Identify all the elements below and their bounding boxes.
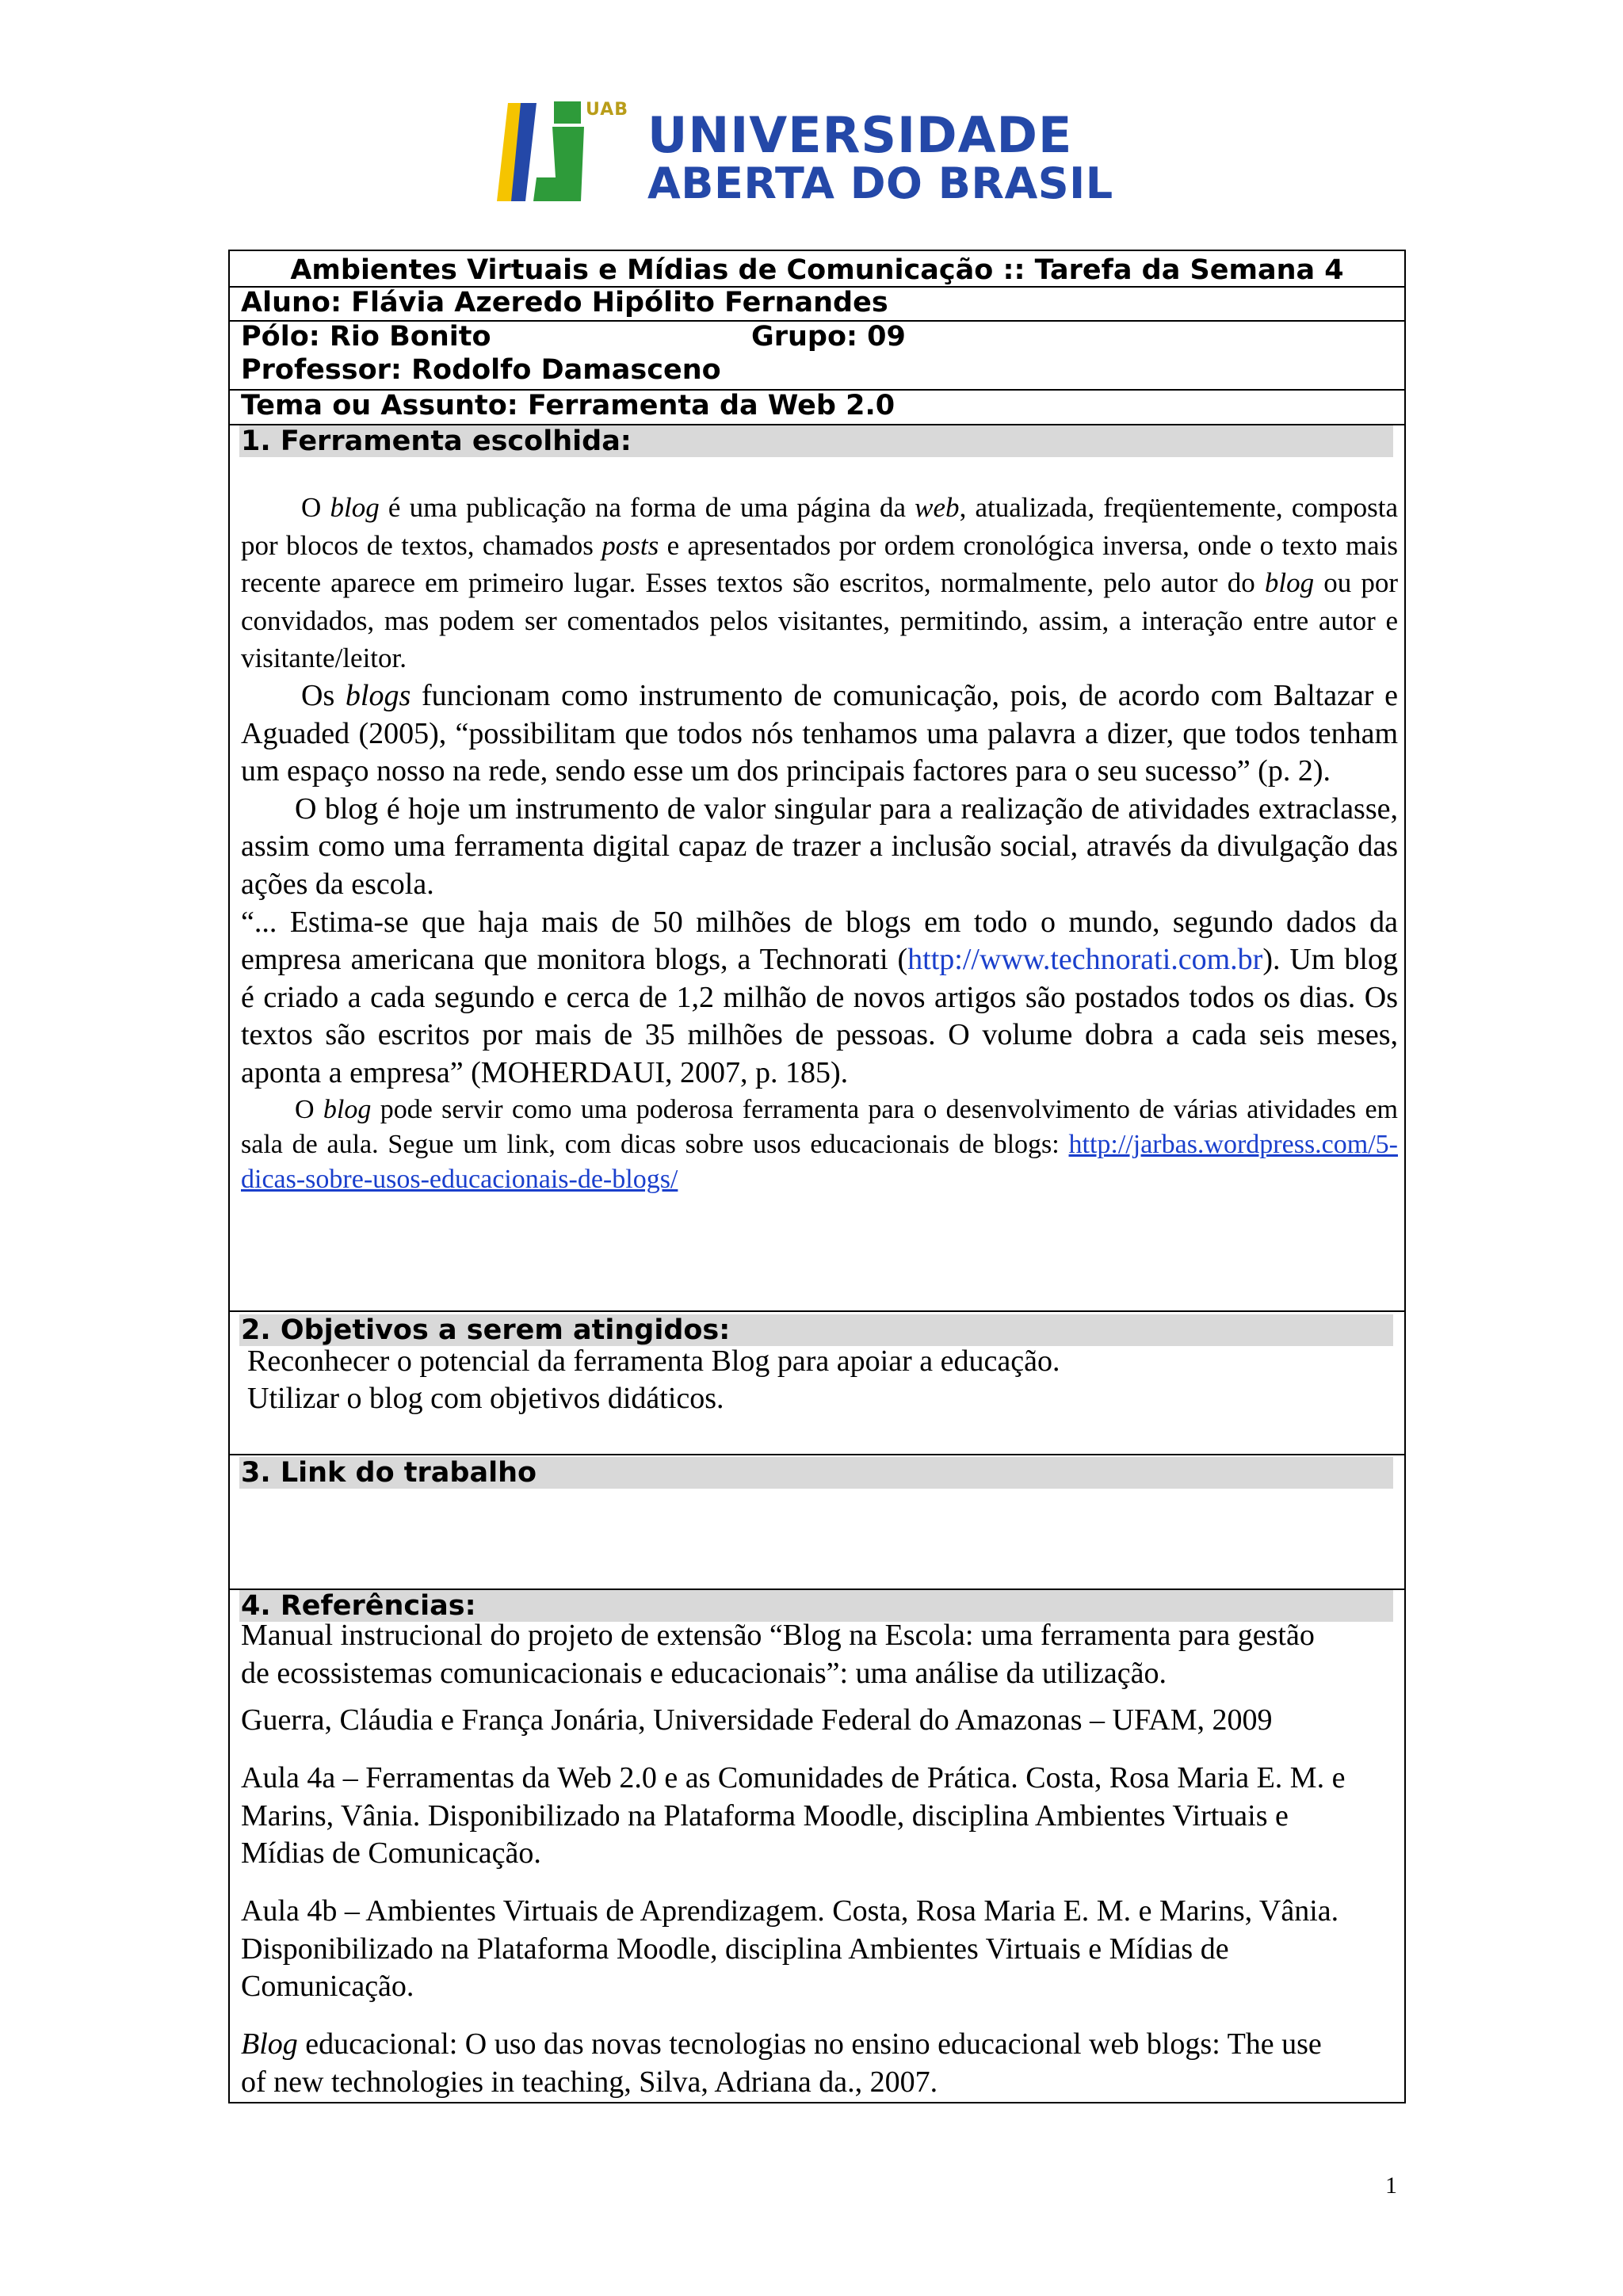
polo-field: Pólo: Rio Bonito [241,321,491,353]
paragraph-5: O blog pode servir como uma poderosa ferramenta para o desenvolvimento de várias atividades em sala de aula. Segue um link, com dicas sobre usos educacionais de blogs: http://jarbas.wordpress.com/5-dicas-sobre-usos-educacionais-de-blogs/ [241,1094,1398,1194]
page-number: 1 [1385,2172,1397,2199]
divider [230,1310,1404,1312]
uab-logo-mark-icon [497,95,584,209]
technorati-link[interactable]: http://www.technorati.com.br [907,943,1263,977]
reference-1: Manual instrucional do projeto de extensão “Blog na Escola: uma ferramenta para gestão de ecossistemas comunicacionais e educacionais”: uma análise da utilização. [241,1619,1315,1690]
logo-title-line1: UNIVERSIDADE [647,106,1073,164]
paragraph-4: “... Estima-se que haja mais de 50 milhões de blogs em todo o mundo, segundo dados da empresa americana que monitora blogs, a Technorati (http://www.technorati.com.br). Um blog é criado a cada segundo e cerca de 1,2 milhão de novos artigos são postados todos os dias. Os textos são escritos por mais de 35 milhões de pessoas. O volume dobra a cada seis meses, aponta a empresa” (MOHERDAUI, 2007, p. 185). [241,905,1398,1089]
topic-field: Tema ou Assunto: Ferramenta da Web 2.0 [241,390,896,421]
section1-heading: 1. Ferramenta escolhida: [241,425,632,457]
section3-header [239,1457,1393,1489]
professor-field: Professor: Rodolfo Damasceno [241,354,721,386]
objective-2: Utilizar o blog com objetivos didáticos. [247,1382,724,1415]
section2-header [239,1314,1393,1346]
assignment-form [228,250,1406,2103]
paragraph-3: O blog é hoje um instrumento de valor singular para a realização de atividades extraclasse, assim como uma ferramenta digital capaz de trazer a inclusão social, através da divulgação das ações da escola. [241,791,1398,901]
section1-body [241,489,1398,1197]
section4-heading: 4. Referências: [241,1590,476,1622]
section3-heading: 3. Link do trabalho [241,1457,537,1489]
reference-5: Blog educacional: O uso das novas tecnologias no ensino educacional web blogs: The use of new technologies in teaching, Silva, Adriana da., 2007. [241,2027,1322,2099]
student-name: Aluno: Flávia Azeredo Hipólito Fernandes [241,287,888,318]
reference-3: Aula 4a – Ferramentas da Web 2.0 e as Comunidades de Prática. Costa, Rosa Maria E. M. e Marins, Vânia. Disponibilizado na Plataforma Moodle, disciplina Ambientes Virtuais e Mídias de Comunicação. [241,1761,1346,1870]
uab-logo [497,95,1113,209]
reference-4: Aula 4b – Ambientes Virtuais de Aprendizagem. Costa, Rosa Maria E. M. e Marins, Vânia. Disponibilizado na Plataforma Moodle, disciplina Ambientes Virtuais e Mídias de Comunicação. [241,1894,1339,2003]
blog-tips-link[interactable]: http://jarbas.wordpress.com/5-dicas-sobre-usos-educacionais-de-blogs/ [241,1129,1398,1194]
group-field: Grupo: 09 [751,321,906,353]
section2-heading: 2. Objetivos a serem atingidos: [241,1314,731,1346]
logo-uab-label: UAB [586,100,628,120]
divider [230,1454,1404,1455]
section1-header [239,425,1393,457]
objective-1: Reconhecer o potencial da ferramenta Blog para apoiar a educação. [247,1344,1060,1378]
logo-title-line2: ABERTA DO BRASIL [647,158,1113,208]
reference-2: Guerra, Cláudia e França Jonária, Universidade Federal do Amazonas – UFAM, 2009 [241,1703,1273,1737]
paragraph-1: O blog é uma publicação na forma de uma página da web, atualizada, freqüentemente, composta por blocos de textos, chamados posts e apresentados por ordem cronológica inversa, onde o texto mais recente aparece em primeiro lugar. Esses textos são escritos, normalmente, pelo autor do blog ou por convidados, mas podem ser comentados pelos visitantes, permitindo, assim, a interação entre autor e visitante/leitor. [241,492,1399,674]
form-title: Ambientes Virtuais e Mídias de Comunicação :: Tarefa da Semana 4 [290,254,1344,286]
paragraph-2: Os blogs funcionam como instrumento de comunicação, pois, de acordo com Baltazar e Aguaded (2005), “possibilitam que todos nós tenhamos uma palavra a dizer, que todos tenham um espaço nosso na rede, sendo esse um dos principais factores para o seu sucesso” (p. 2). [241,678,1399,788]
